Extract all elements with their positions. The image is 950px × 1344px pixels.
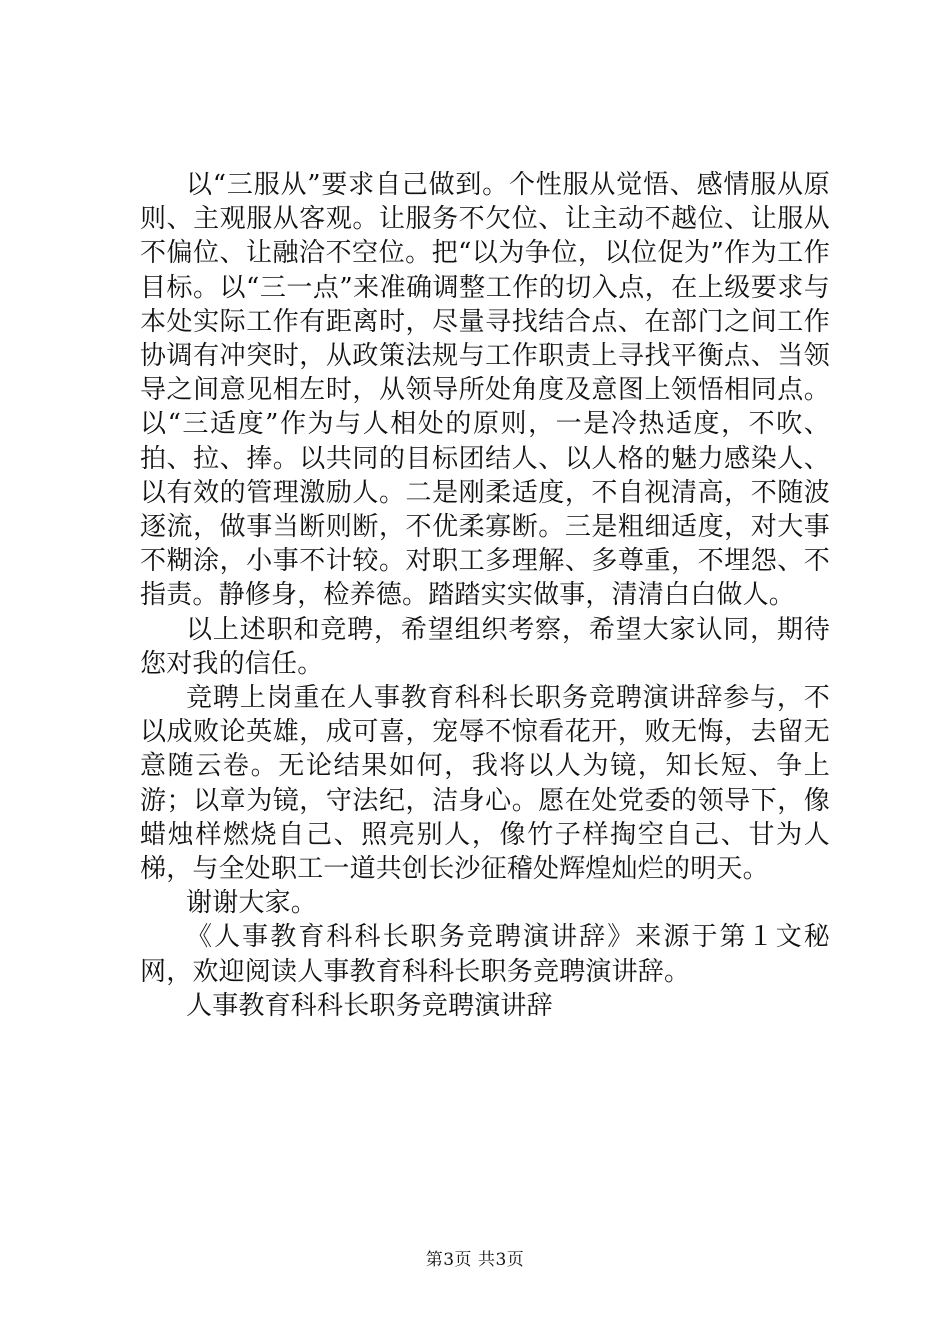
document-body [140, 168, 830, 1023]
paragraph-5: 《人事教育科科长职务竞聘演讲辞》来源于第１文秘网，欢迎阅读人事教育科科长职务竞聘演讲辞。 [140, 922, 830, 987]
paragraph-4: 谢谢大家。 [186, 888, 318, 919]
paragraph-6: 人事教育科科长职务竞聘演讲辞 [186, 990, 553, 1021]
paragraph-3: 竞聘上岗重在人事教育科科长职务竞聘演讲辞参与，不以成败论英雄，成可喜，宠辱不惊看花开，败无悔，去留无意随云卷。无论结果如何，我将以人为镜，知长短、争上游；以章为镜，守法纪，洁身心。愿在处党委的领导下，像蜡烛样燃烧自己、照亮别人，像竹子样掏空自己、甘为人梯，与全处职工一道共创长沙征稽处辉煌灿烂的明天。 [140, 683, 830, 885]
page-number-footer: 第3页 共3页 [425, 1250, 525, 1270]
paragraph-2: 以上述职和竞聘，希望组织考察，希望大家认同，期待您对我的信任。 [140, 614, 830, 679]
paragraph-1: 以“三服从”要求自己做到。个性服从觉悟、感情服从原则、主观服从客观。让服务不欠位、让主动不越位、让服从不偏位、让融洽不空位。把“以为争位，以位促为”作为工作目标。以“三一点”来准确调整工作的切入点，在上级要求与本处实际工作有距离时，尽量寻找结合点、在部门之间工作协调有冲突时，从政策法规与工作职责上寻找平衡点、当领导之间意见相左时，从领导所处角度及意图上领悟相同点。以“三适度”作为与人相处的原则，一是冷热适度，不吹、拍、拉、捧。以共同的目标团结人、以人格的魅力感染人、以有效的管理激励人。二是刚柔适度，不自视清高，不随波逐流，做事当断则断，不优柔寡断。三是粗细适度，对大事不糊涂，小事不计较。对职工多理解、多尊重，不埋怨、不指责。静修身，检养德。踏踏实实做事，清清白白做人。 [140, 170, 830, 611]
